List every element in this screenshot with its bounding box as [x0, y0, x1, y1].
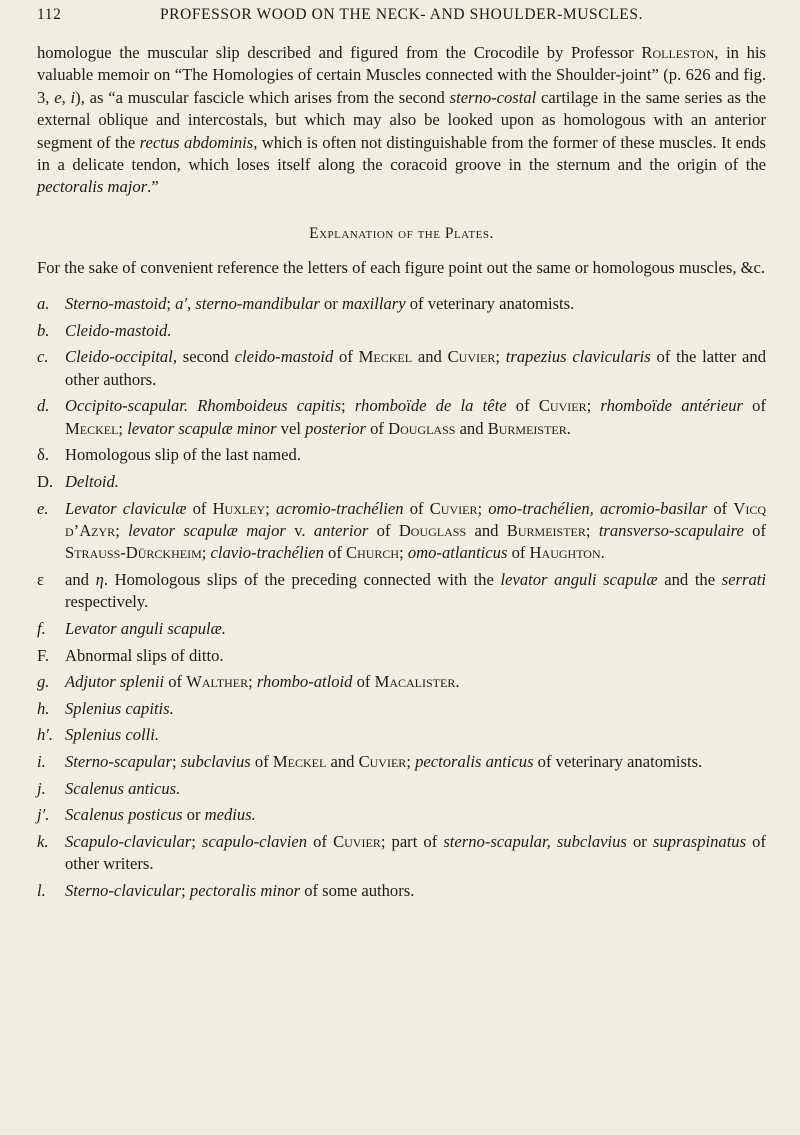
text-segment: of [164, 672, 187, 692]
text-segment: or [626, 831, 653, 851]
plate-entry [37, 724, 766, 746]
plate-entry [37, 804, 766, 826]
text-segment: Occipito-scapular. Rhomboideus capitis [65, 396, 342, 416]
text-segment: of other writers. [65, 831, 766, 874]
text-segment: and [466, 521, 507, 541]
text-segment: Sterno-scapular [65, 752, 172, 771]
entry-letter: j. [37, 778, 46, 798]
text-segment: Huxley [212, 498, 266, 518]
plate-entry [37, 395, 766, 440]
text-segment: ; [118, 418, 128, 438]
text-segment: Cuvier [538, 396, 587, 416]
entry-letter: h′. [37, 725, 54, 745]
text-segment: Cuvier [333, 831, 381, 851]
text-segment: ; [585, 521, 599, 541]
plate-entry [37, 471, 766, 493]
text-segment: Meckel [358, 347, 413, 367]
text-segment: ; [166, 294, 176, 314]
text-segment: Scalenus anticus. [65, 778, 181, 798]
text-segment: e [54, 87, 62, 107]
text-segment: η [95, 570, 104, 590]
plate-entry [37, 880, 766, 902]
entry-letter: h. [37, 698, 50, 718]
plate-entry [37, 778, 766, 800]
text-segment: rectus abdominis [139, 132, 254, 152]
text-segment: respectively. [65, 592, 149, 612]
text-segment: of [323, 543, 347, 563]
text-segment: of [186, 498, 213, 518]
entry-letter: f. [37, 619, 46, 639]
text-segment: Cuvier [429, 498, 478, 518]
entry-letter: g. [37, 672, 50, 692]
intro-paragraph: For the sake of convenient reference the letters of each figure point out the same or homologous muscles, &c. [37, 257, 766, 277]
text-segment: or [182, 805, 205, 825]
plate-entry [37, 645, 766, 667]
text-segment: ; [586, 396, 601, 416]
text-segment: , second [172, 347, 235, 367]
text-segment: levator scapulæ major [128, 521, 286, 541]
text-segment: levator scapulæ minor [127, 418, 277, 438]
text-segment: ; [191, 831, 202, 851]
text-segment: . [566, 418, 571, 438]
text-segment: of [506, 396, 539, 416]
text-segment: Vicq d’Azyr [65, 498, 767, 541]
plate-entry [37, 569, 766, 614]
plate-entry [37, 293, 766, 315]
text-segment: Deltoid. [65, 472, 119, 492]
text-segment: Levator anguli scapulæ. [65, 619, 226, 639]
text-segment: serrati [721, 570, 766, 590]
text-segment: ; [399, 543, 408, 563]
text-segment: acromio-trachélien [276, 498, 404, 518]
text-segment: of veterinary anatomists. [533, 752, 703, 771]
text-segment: ; [171, 752, 181, 771]
text-segment: of [307, 831, 334, 851]
text-segment: Rolleston [641, 43, 715, 62]
opening-paragraph [37, 42, 766, 199]
text-segment: supraspinatus [652, 831, 747, 851]
text-segment: Cleido-mastoid. [65, 320, 172, 340]
running-title: PROFESSOR WOOD ON THE NECK- AND SHOULDER-MUSCLES. [159, 6, 644, 23]
text-segment: and [412, 347, 448, 367]
text-segment: and the [657, 570, 722, 590]
entry-letter: d. [37, 396, 50, 416]
plate-entry [37, 671, 766, 693]
text-segment: ; [495, 347, 506, 367]
entry-letter: c. [37, 347, 49, 367]
text-segment: of [403, 498, 430, 518]
text-segment: omo-trachélien, acromio-basilar [488, 498, 708, 518]
text-segment: of [333, 347, 359, 367]
text-segment: of the latter and other authors. [65, 347, 767, 389]
text-segment: of [352, 672, 375, 692]
entry-letter: D. [37, 472, 54, 492]
plate-entry [37, 320, 766, 342]
running-header [37, 0, 766, 28]
text-segment: , which is often not distinguishable from the former of these muscles. It ends in a delicate tendon, which loses itself along the coracoid groove in the sternum and the origin of the [37, 132, 767, 175]
text-segment: Cuvier [447, 347, 496, 367]
entry-letter: j′. [37, 805, 50, 825]
text-segment: subclavius [180, 752, 251, 771]
text-segment: Sterno-clavicular [65, 880, 182, 900]
text-segment: or [319, 294, 342, 314]
plate-entry [37, 751, 766, 773]
text-segment: vel [276, 418, 306, 438]
text-segment: and [65, 570, 96, 590]
text-segment: ; [181, 880, 190, 900]
text-segment: sterno-costal [449, 87, 537, 107]
text-segment: Levator claviculæ [65, 498, 187, 518]
text-segment: cartilage in the same series as the external oblique and intercostals, but which may also be looked upon as homologous with an anterior segment of the [37, 87, 767, 152]
text-segment: cleido-mastoid [234, 347, 334, 367]
text-segment: v. [285, 521, 314, 541]
text-segment: levator anguli scapulæ [500, 570, 658, 590]
text-segment: posterior [305, 418, 366, 438]
text-segment: sterno-scapular, subclavius [443, 831, 627, 851]
text-segment: rhomboïde antérieur [600, 396, 743, 416]
text-segment: of [507, 543, 530, 563]
text-segment: Strauss-Dürckheim [65, 543, 202, 563]
text-segment: rhombo-atloid [256, 672, 353, 692]
text-segment: ; [477, 498, 489, 518]
entry-letter: F. [37, 645, 50, 665]
entry-letter: e. [37, 498, 49, 518]
text-segment: sterno-mandibular [195, 294, 320, 314]
text-segment: and [326, 752, 359, 771]
text-segment: ; [248, 672, 257, 692]
plate-entry [37, 831, 766, 876]
section-title: Explanation of the Plates. [309, 224, 494, 242]
text-segment: . [600, 543, 605, 563]
text-segment: maxillary [341, 294, 406, 314]
entry-letter: ε [37, 570, 44, 590]
text-segment: , [187, 294, 196, 314]
text-segment: transverso-scapulaire [598, 521, 744, 541]
text-segment: rhomboïde de la tête [354, 396, 507, 416]
text-segment: Douglass [398, 521, 467, 541]
page-number: 112 [37, 6, 62, 23]
text-segment: anterior [313, 521, 369, 541]
entry-letter: δ. [37, 445, 49, 465]
text-segment: Cleido-occipital [65, 347, 173, 367]
text-segment: medius. [204, 805, 256, 825]
text-segment: ; part of [380, 831, 444, 851]
entry-letter: l. [37, 880, 46, 900]
text-segment: pectoralis anticus [415, 752, 534, 771]
plate-entry [37, 618, 766, 640]
text-segment: Douglass [388, 418, 456, 438]
text-segment: pectoralis major [37, 177, 148, 197]
text-segment: , in his valuable memoir on “The Homologies of certain Muscles connected with the Shoulder-joint” (p. 626 and fig. 3, [37, 43, 766, 107]
text-segment: omo-atlanticus [407, 543, 508, 563]
text-segment: Sterno-mastoid [65, 294, 167, 314]
text-segment: pectoralis minor [189, 880, 301, 900]
text-segment: ; [341, 396, 355, 416]
plate-entry [37, 698, 766, 720]
text-segment: of [365, 418, 389, 438]
text-segment: clavio-trachélien [210, 543, 324, 563]
plate-entry [37, 346, 766, 391]
text-segment: . [455, 672, 460, 692]
text-segment: of [707, 498, 734, 518]
text-segment: of [250, 752, 273, 771]
text-segment: Macalister [374, 672, 456, 692]
text-segment: ; [265, 498, 277, 518]
text-segment: ; [115, 521, 129, 541]
text-segment: , [61, 87, 71, 107]
plate-explanation-list [37, 293, 766, 902]
plate-entry [37, 444, 766, 466]
text-segment: trapezius clavicularis [505, 347, 651, 367]
plate-entry [37, 498, 766, 565]
text-segment: .” [147, 177, 159, 197]
entry-letter: a. [37, 294, 50, 314]
text-segment: of veterinary anatomists. [405, 294, 575, 314]
text-segment: of [743, 521, 767, 541]
entry-letter: b. [37, 320, 50, 340]
text-segment: Meckel [272, 752, 327, 771]
text-segment: Abnormal slips of ditto. [65, 645, 224, 665]
text-segment: Haughton [529, 543, 601, 563]
text-segment: . Homologous slips of the preceding connected with the [103, 570, 501, 590]
text-segment: Splenius colli. [65, 725, 160, 745]
text-segment: Burmeister [487, 418, 567, 438]
text-segment: ; [201, 543, 211, 563]
text-segment: and [455, 418, 488, 438]
text-segment: Meckel [65, 418, 119, 438]
text-segment: Scalenus posticus [65, 805, 183, 825]
text-segment: Splenius capitis. [65, 698, 174, 718]
text-segment: Cuvier [358, 752, 407, 771]
text-segment: ; [406, 752, 416, 771]
entry-letter: i. [37, 752, 46, 771]
text-segment: Scapulo-clavicular [65, 831, 192, 851]
text-segment: Church [346, 543, 400, 563]
text-segment: of [368, 521, 399, 541]
text-segment: scapulo-clavien [201, 831, 308, 851]
entry-letter: k. [37, 831, 49, 851]
text-segment: of some authors. [300, 880, 415, 900]
text-segment: Burmeister [506, 521, 586, 541]
text-segment: Walther [186, 672, 249, 692]
text-segment: a′ [175, 294, 188, 314]
text-segment: Homologous slip of the last named. [65, 445, 301, 465]
text-segment: ), as “a muscular fascicle which arises from the second [75, 87, 450, 107]
text-segment: i [70, 87, 76, 107]
text-segment: of [742, 396, 766, 416]
text-segment: Adjutor splenii [65, 672, 165, 692]
text-segment: homologue the muscular slip described and figured from the Crocodile by Professor [37, 43, 642, 62]
